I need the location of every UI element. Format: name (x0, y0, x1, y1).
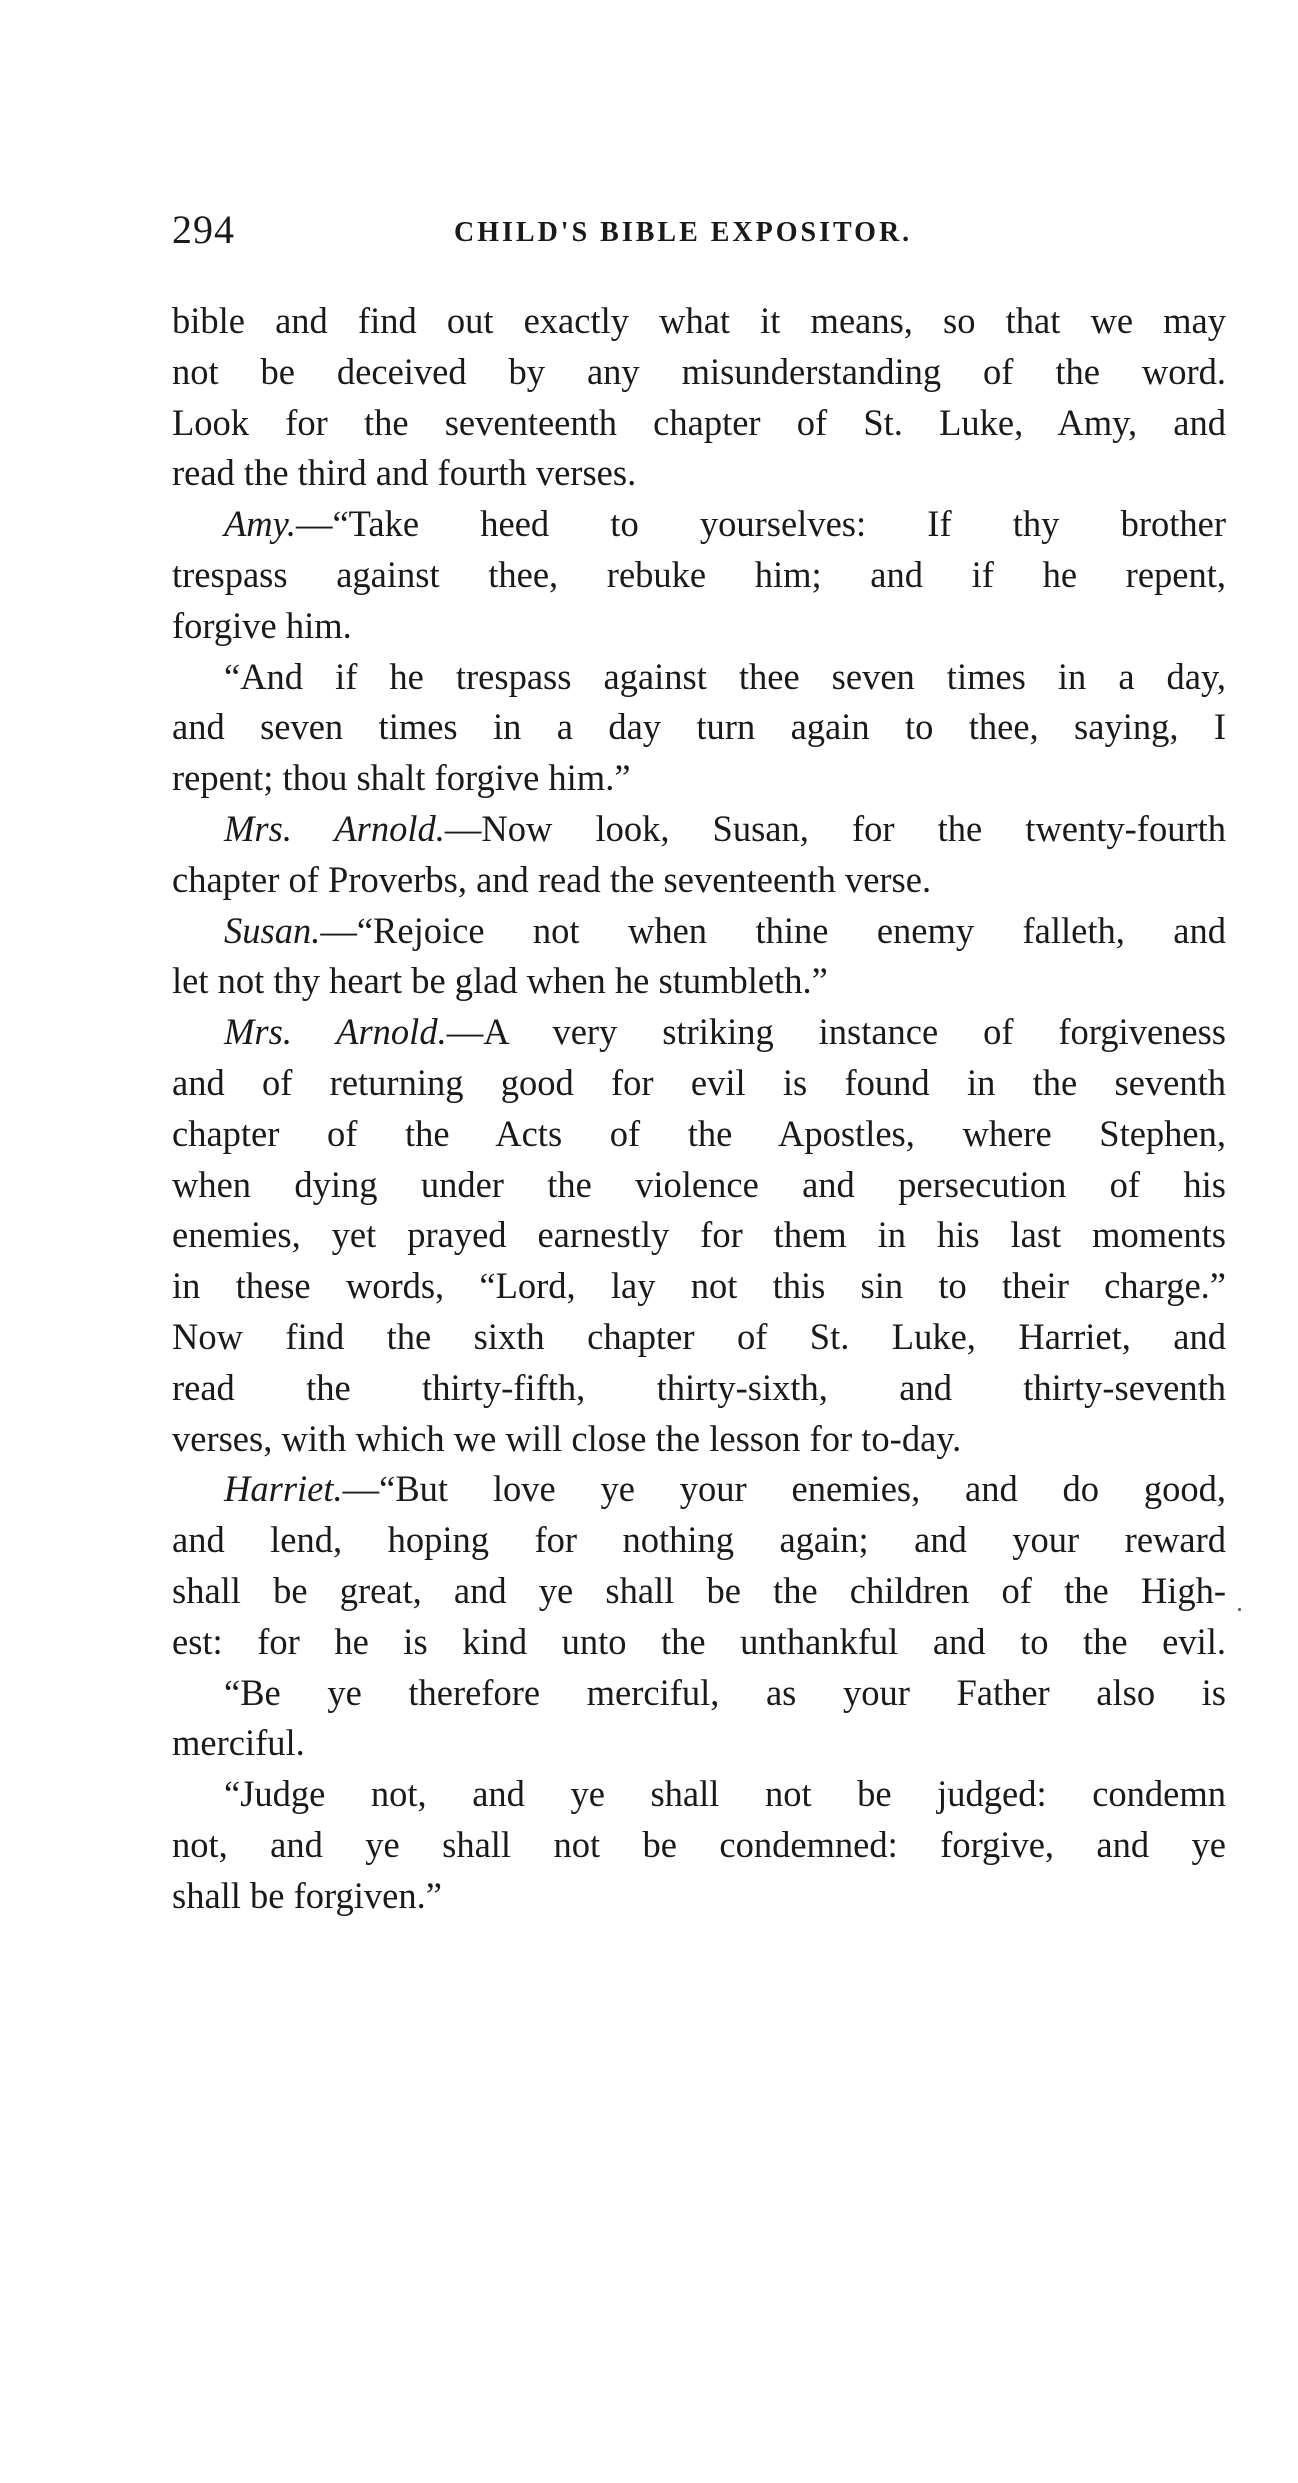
running-head (172, 202, 1224, 262)
text-line: trespass against thee, rebuke him; and if he repent, (172, 553, 1226, 595)
text-line: chapter of Proverbs, and read the seventeenth verse. (172, 858, 932, 900)
text-line: Susan.—“Rejoice not when thine enemy falleth, and (224, 909, 1226, 951)
page-number: 294 (172, 207, 235, 252)
body-text (172, 296, 1226, 1922)
text-line: not, and ye shall not be condemned: forgive, and ye (172, 1823, 1226, 1865)
speaker-name: Susan. (224, 909, 321, 951)
text-line: “Be ye therefore merciful, as your Father also is (224, 1671, 1226, 1713)
text-line: and lend, hoping for nothing again; and your reward (172, 1519, 1226, 1561)
text-line: shall be forgiven.” (172, 1874, 442, 1916)
text-line: est: for he is kind unto the unthankful and to the evil. (172, 1620, 1226, 1662)
text-line: “Judge not, and ye shall not be judged: condemn (224, 1773, 1226, 1815)
text-line: and seven times in a day turn again to thee, saying, I (172, 706, 1226, 748)
ink-speck (1238, 1608, 1241, 1611)
speaker-name: Mrs. Arnold. (224, 1011, 447, 1053)
text-line: not be deceived by any misunderstanding of the word. (172, 350, 1226, 392)
text-line: forgive him. (172, 604, 352, 646)
text-line: “And if he trespass against thee seven times in a day, (224, 655, 1226, 697)
speaker-name: Amy. (224, 503, 296, 545)
speaker-name: Mrs. Arnold. (224, 807, 445, 849)
text-line: merciful. (172, 1722, 305, 1764)
text-line: bible and find out exactly what it means, so that we may (172, 300, 1226, 341)
text-line: enemies, yet prayed earnestly for them in his last moments (172, 1214, 1226, 1256)
text-line: in these words, “Lord, lay not this sin to their charge.” (172, 1265, 1226, 1307)
text-line: Mrs. Arnold.—Now look, Susan, for the twenty-fourth (224, 807, 1226, 849)
text-line: and of returning good for evil is found in the seventh (172, 1061, 1226, 1103)
text-line: Mrs. Arnold.—A very striking instance of forgiveness (224, 1011, 1227, 1053)
text-line: verses, with which we will close the lesson for to-day. (172, 1417, 962, 1459)
text-line: when dying under the violence and persecution of his (172, 1163, 1226, 1205)
text-line: Amy.—“Take heed to yourselves: If thy brother (224, 503, 1226, 545)
text-line: repent; thou shalt forgive him.” (172, 757, 631, 799)
speaker-name: Harriet. (224, 1468, 343, 1510)
text-line: Now find the sixth chapter of St. Luke, Harriet, and (172, 1315, 1226, 1357)
text-line: read the thirty-fifth, thirty-sixth, and thirty-seventh (172, 1366, 1226, 1408)
text-line: let not thy heart be glad when he stumbleth.” (172, 960, 828, 1002)
text-line: Harriet.—“But love ye your enemies, and do good, (224, 1468, 1226, 1510)
running-title: CHILD'S BIBLE EXPOSITOR. (454, 217, 913, 248)
text-line: Look for the seventeenth chapter of St. Luke, Amy, and (172, 401, 1226, 443)
text-line: chapter of the Acts of the Apostles, where Stephen, (172, 1112, 1226, 1154)
text-line: shall be great, and ye shall be the children of the High- (172, 1569, 1226, 1611)
text-line: read the third and fourth verses. (172, 452, 637, 494)
